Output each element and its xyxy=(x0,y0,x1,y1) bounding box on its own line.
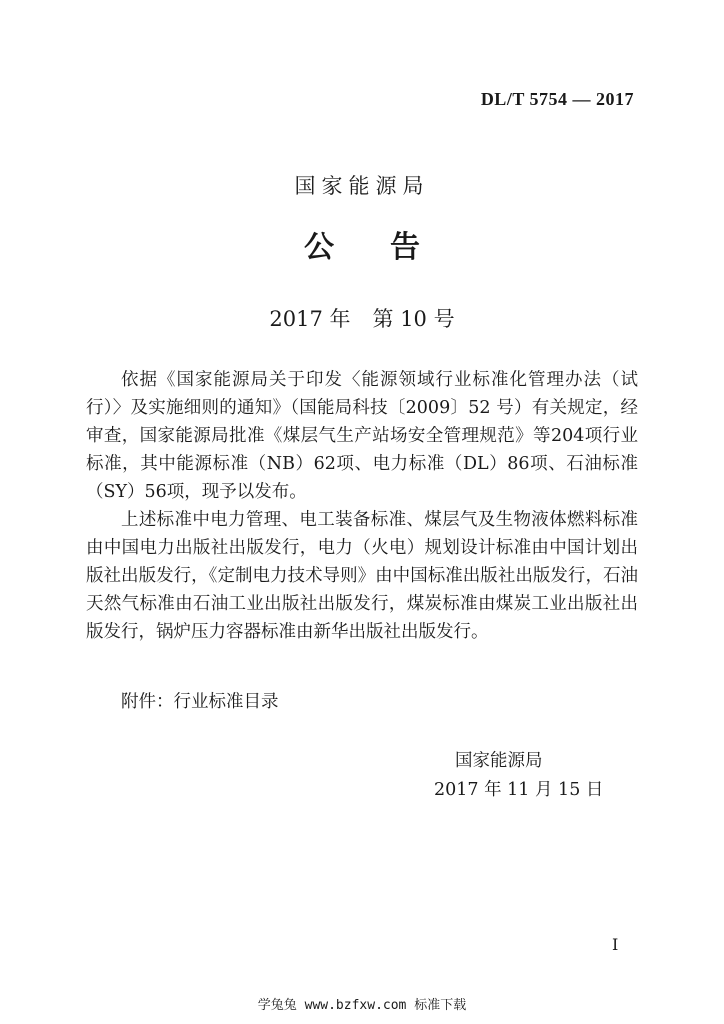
attachment-line: 附件：行业标准目录 xyxy=(121,692,279,712)
signature-issuer: 国家能源局 xyxy=(455,751,543,771)
issuer-heading: 国家能源局 xyxy=(294,174,430,198)
announcement-no: 第 10 号 xyxy=(372,307,455,331)
body-paragraph-1: 依据《国家能源局关于印发〈能源领域行业标准化管理办法（试行）〉及实施细则的通知》（国能局科技〔2009〕52 号）有关规定，经审查，国家能源局批准《煤层气生产站场安全管理规范》等204项行业标准，其中能源标准（NB）62项、电力标准（DL）86项、石油标准（SY）56项，现予以发布。 xyxy=(86,370,638,502)
signature-date: 2017 年 11 月 15 日 xyxy=(434,780,604,800)
document-title xyxy=(0,222,724,266)
announcement-body xyxy=(86,366,638,646)
body-paragraph-2: 上述标准中电力管理、电工装备标准、煤层气及生物液体燃料标准由中国电力出版社出版发行，电力（火电）规划设计标准由中国计划出版社出版发行，《定制电力技术导则》由中国标准出版社出版发行，石油天然气标准由石油工业出版社出版发行，煤炭标准由煤炭工业出版社出版发行，锅炉压力容器标准由新华出版社出版发行。 xyxy=(86,510,638,642)
announcement-year: 2017 年 xyxy=(269,307,351,331)
title-char-1: 公 xyxy=(304,230,334,265)
title-char-2: 告 xyxy=(390,230,420,265)
standard-code: DL/T 5754 — 2017 xyxy=(480,89,634,109)
page-number: I xyxy=(612,935,619,954)
announcement-number xyxy=(0,303,724,333)
watermark-footer: 学兔兔 www.bzfxw.com 标准下载 xyxy=(257,998,467,1013)
